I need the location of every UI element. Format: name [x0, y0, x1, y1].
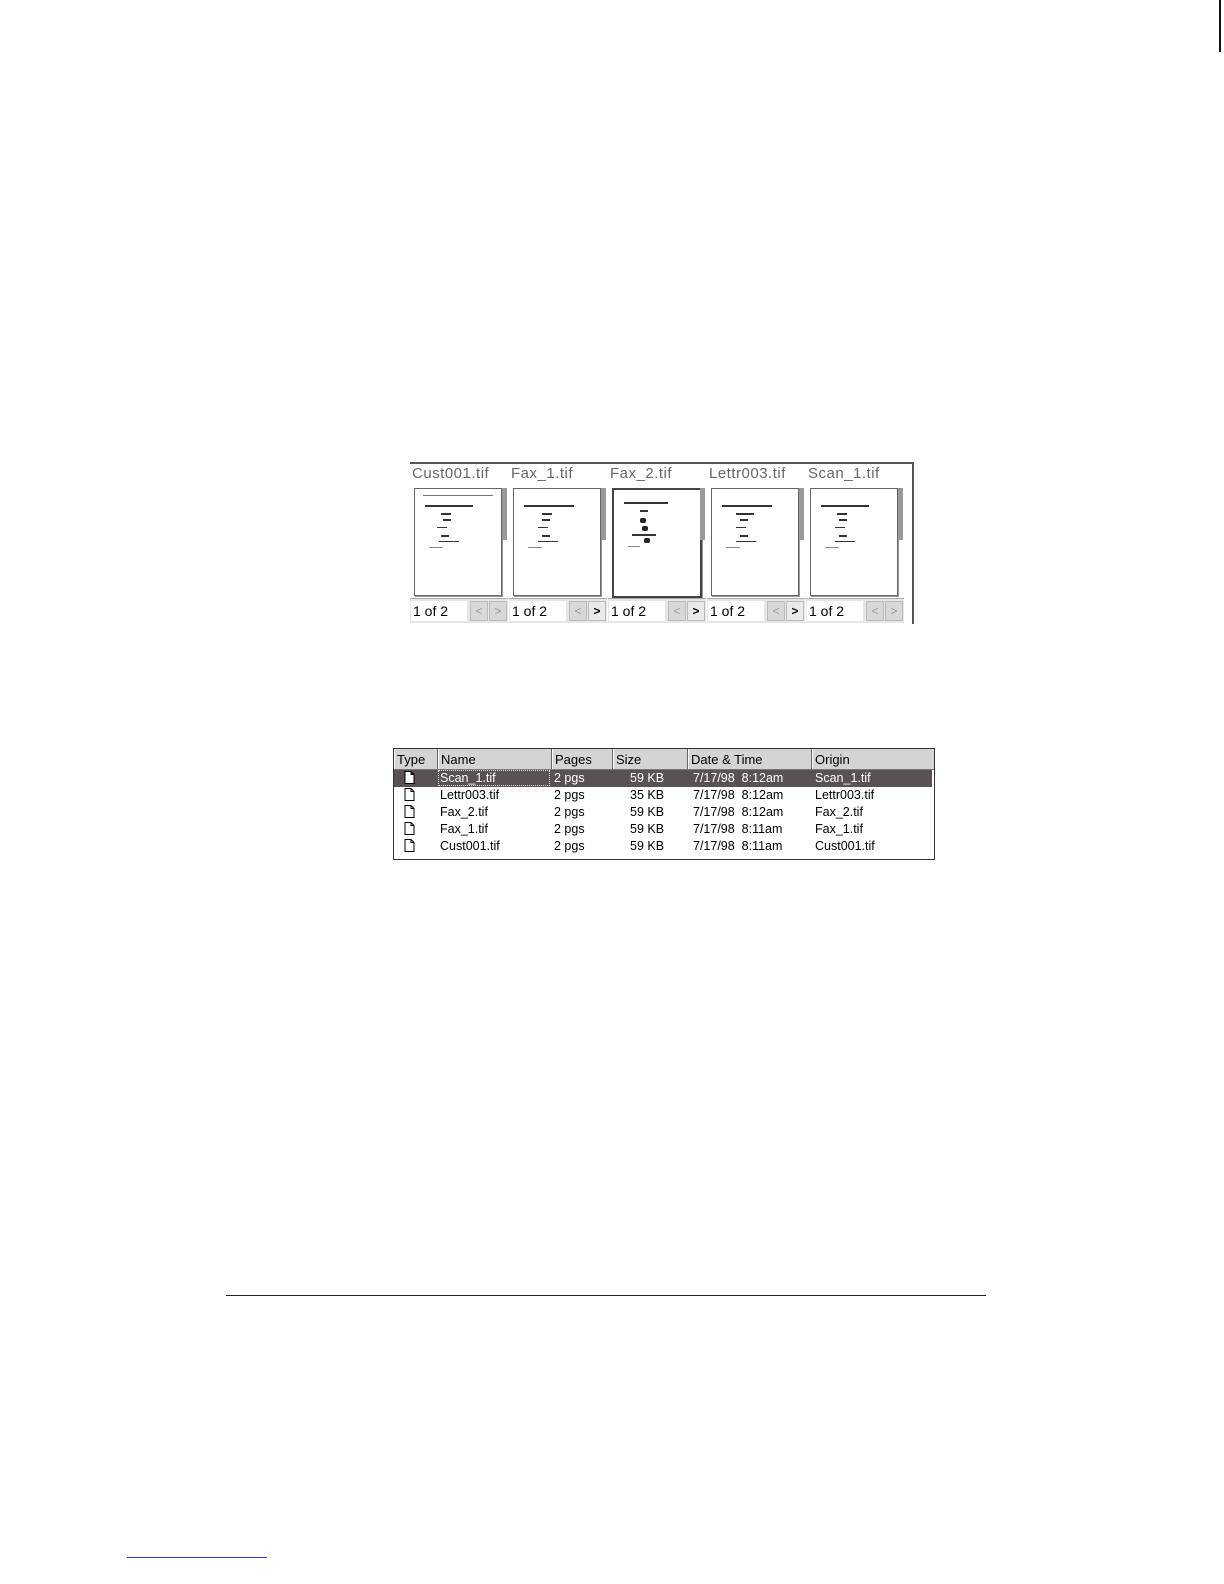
- thumbnail-cust001[interactable]: [410, 464, 508, 624]
- thumbnail-navigation: [707, 598, 805, 623]
- file-list-header: [394, 749, 934, 770]
- thumbnail-page-preview[interactable]: [513, 488, 601, 596]
- footer-divider: [226, 1295, 986, 1296]
- file-datetime: 7/17/98 8:12am: [693, 788, 784, 802]
- page-status: 1 of 2: [807, 601, 863, 621]
- page-status: 1 of 2: [708, 601, 764, 621]
- thumbnail-title: Lettr003.tif: [709, 465, 786, 482]
- thumbnail-scrollbar[interactable]: [799, 488, 804, 540]
- footer-link-underline[interactable]: [127, 1557, 267, 1558]
- file-name: Lettr003.tif: [440, 788, 500, 802]
- prev-page-button[interactable]: <: [866, 601, 884, 621]
- next-page-button[interactable]: >: [588, 601, 606, 621]
- file-datetime: 7/17/98 8:11am: [693, 839, 783, 853]
- document-icon: [404, 771, 415, 784]
- document-icon: [404, 788, 415, 801]
- prev-page-button[interactable]: <: [470, 601, 488, 621]
- file-name: Fax_2.tif: [440, 805, 488, 819]
- next-page-button[interactable]: >: [687, 601, 705, 621]
- thumbnail-scan1[interactable]: [806, 464, 904, 624]
- thumbnail-navigation: [509, 598, 607, 623]
- file-size: 59 KB: [630, 839, 665, 853]
- thumbnail-title: Cust001.tif: [412, 465, 490, 482]
- thumbnail-scrollbar[interactable]: [601, 488, 606, 540]
- thumbnail-scrollbar[interactable]: [700, 488, 705, 540]
- prev-page-button[interactable]: <: [569, 601, 587, 621]
- thumbnail-title: Scan_1.tif: [808, 465, 880, 482]
- file-origin: Scan_1.tif: [815, 771, 871, 785]
- file-datetime: 7/17/98 8:12am: [693, 771, 784, 785]
- file-size: 59 KB: [630, 771, 665, 785]
- file-row[interactable]: [394, 821, 932, 838]
- file-row[interactable]: [394, 804, 932, 821]
- file-datetime: 7/17/98 8:11am: [693, 822, 783, 836]
- column-header-type[interactable]: Type: [394, 749, 438, 769]
- file-name: Fax_1.tif: [440, 822, 488, 836]
- document-icon: [404, 839, 415, 852]
- file-row-selected[interactable]: [394, 770, 932, 787]
- prev-page-button[interactable]: <: [767, 601, 785, 621]
- next-page-button[interactable]: >: [786, 601, 804, 621]
- file-pages: 2 pgs: [554, 839, 585, 853]
- document-icon: [404, 805, 415, 818]
- column-header-origin[interactable]: Origin: [812, 749, 934, 769]
- thumbnail-fax2[interactable]: [608, 464, 706, 624]
- thumbnail-scrollbar[interactable]: [898, 488, 903, 540]
- file-origin: Fax_1.tif: [815, 822, 863, 836]
- page-status: 1 of 2: [411, 601, 467, 621]
- document-icon: [404, 822, 415, 835]
- thumbnail-scrollbar[interactable]: [502, 488, 507, 540]
- page-status: 1 of 2: [609, 601, 665, 621]
- column-header-datetime[interactable]: Date & Time: [688, 749, 812, 769]
- thumbnail-title: Fax_2.tif: [610, 465, 673, 482]
- file-row[interactable]: [394, 787, 932, 804]
- page-edge-rule: [1219, 0, 1221, 52]
- thumbnail-page-preview[interactable]: [711, 488, 799, 596]
- thumbnail-lettr003[interactable]: [707, 464, 805, 624]
- file-origin: Lettr003.tif: [815, 788, 875, 802]
- next-page-button[interactable]: >: [489, 601, 507, 621]
- file-datetime: 7/17/98 8:12am: [693, 805, 784, 819]
- column-header-size[interactable]: Size: [613, 749, 688, 769]
- thumbnail-navigation: [806, 598, 904, 623]
- thumbnail-strip: [410, 462, 914, 624]
- file-origin: Fax_2.tif: [815, 805, 863, 819]
- thumbnail-fax1[interactable]: [509, 464, 607, 624]
- page-status: 1 of 2: [510, 601, 566, 621]
- file-pages: 2 pgs: [554, 805, 585, 819]
- column-header-pages[interactable]: Pages: [552, 749, 613, 769]
- file-row[interactable]: [394, 838, 932, 855]
- file-pages: 2 pgs: [554, 771, 585, 785]
- prev-page-button[interactable]: <: [668, 601, 686, 621]
- file-name: Scan_1.tif: [440, 771, 496, 785]
- next-page-button[interactable]: >: [885, 601, 903, 621]
- file-origin: Cust001.tif: [815, 839, 875, 853]
- thumbnail-page-preview[interactable]: [810, 488, 898, 596]
- file-pages: 2 pgs: [554, 822, 585, 836]
- file-list: [393, 748, 935, 860]
- file-size: 59 KB: [630, 822, 665, 836]
- file-size: 35 KB: [630, 788, 665, 802]
- thumbnail-title: Fax_1.tif: [511, 465, 574, 482]
- file-size: 59 KB: [630, 805, 665, 819]
- file-name: Cust001.tif: [440, 839, 500, 853]
- thumbnail-page-preview[interactable]: [612, 488, 702, 598]
- file-pages: 2 pgs: [554, 788, 585, 802]
- thumbnail-navigation: [410, 598, 508, 623]
- thumbnail-navigation: [608, 598, 706, 623]
- thumbnail-page-preview[interactable]: [414, 488, 502, 596]
- column-header-name[interactable]: Name: [438, 749, 552, 769]
